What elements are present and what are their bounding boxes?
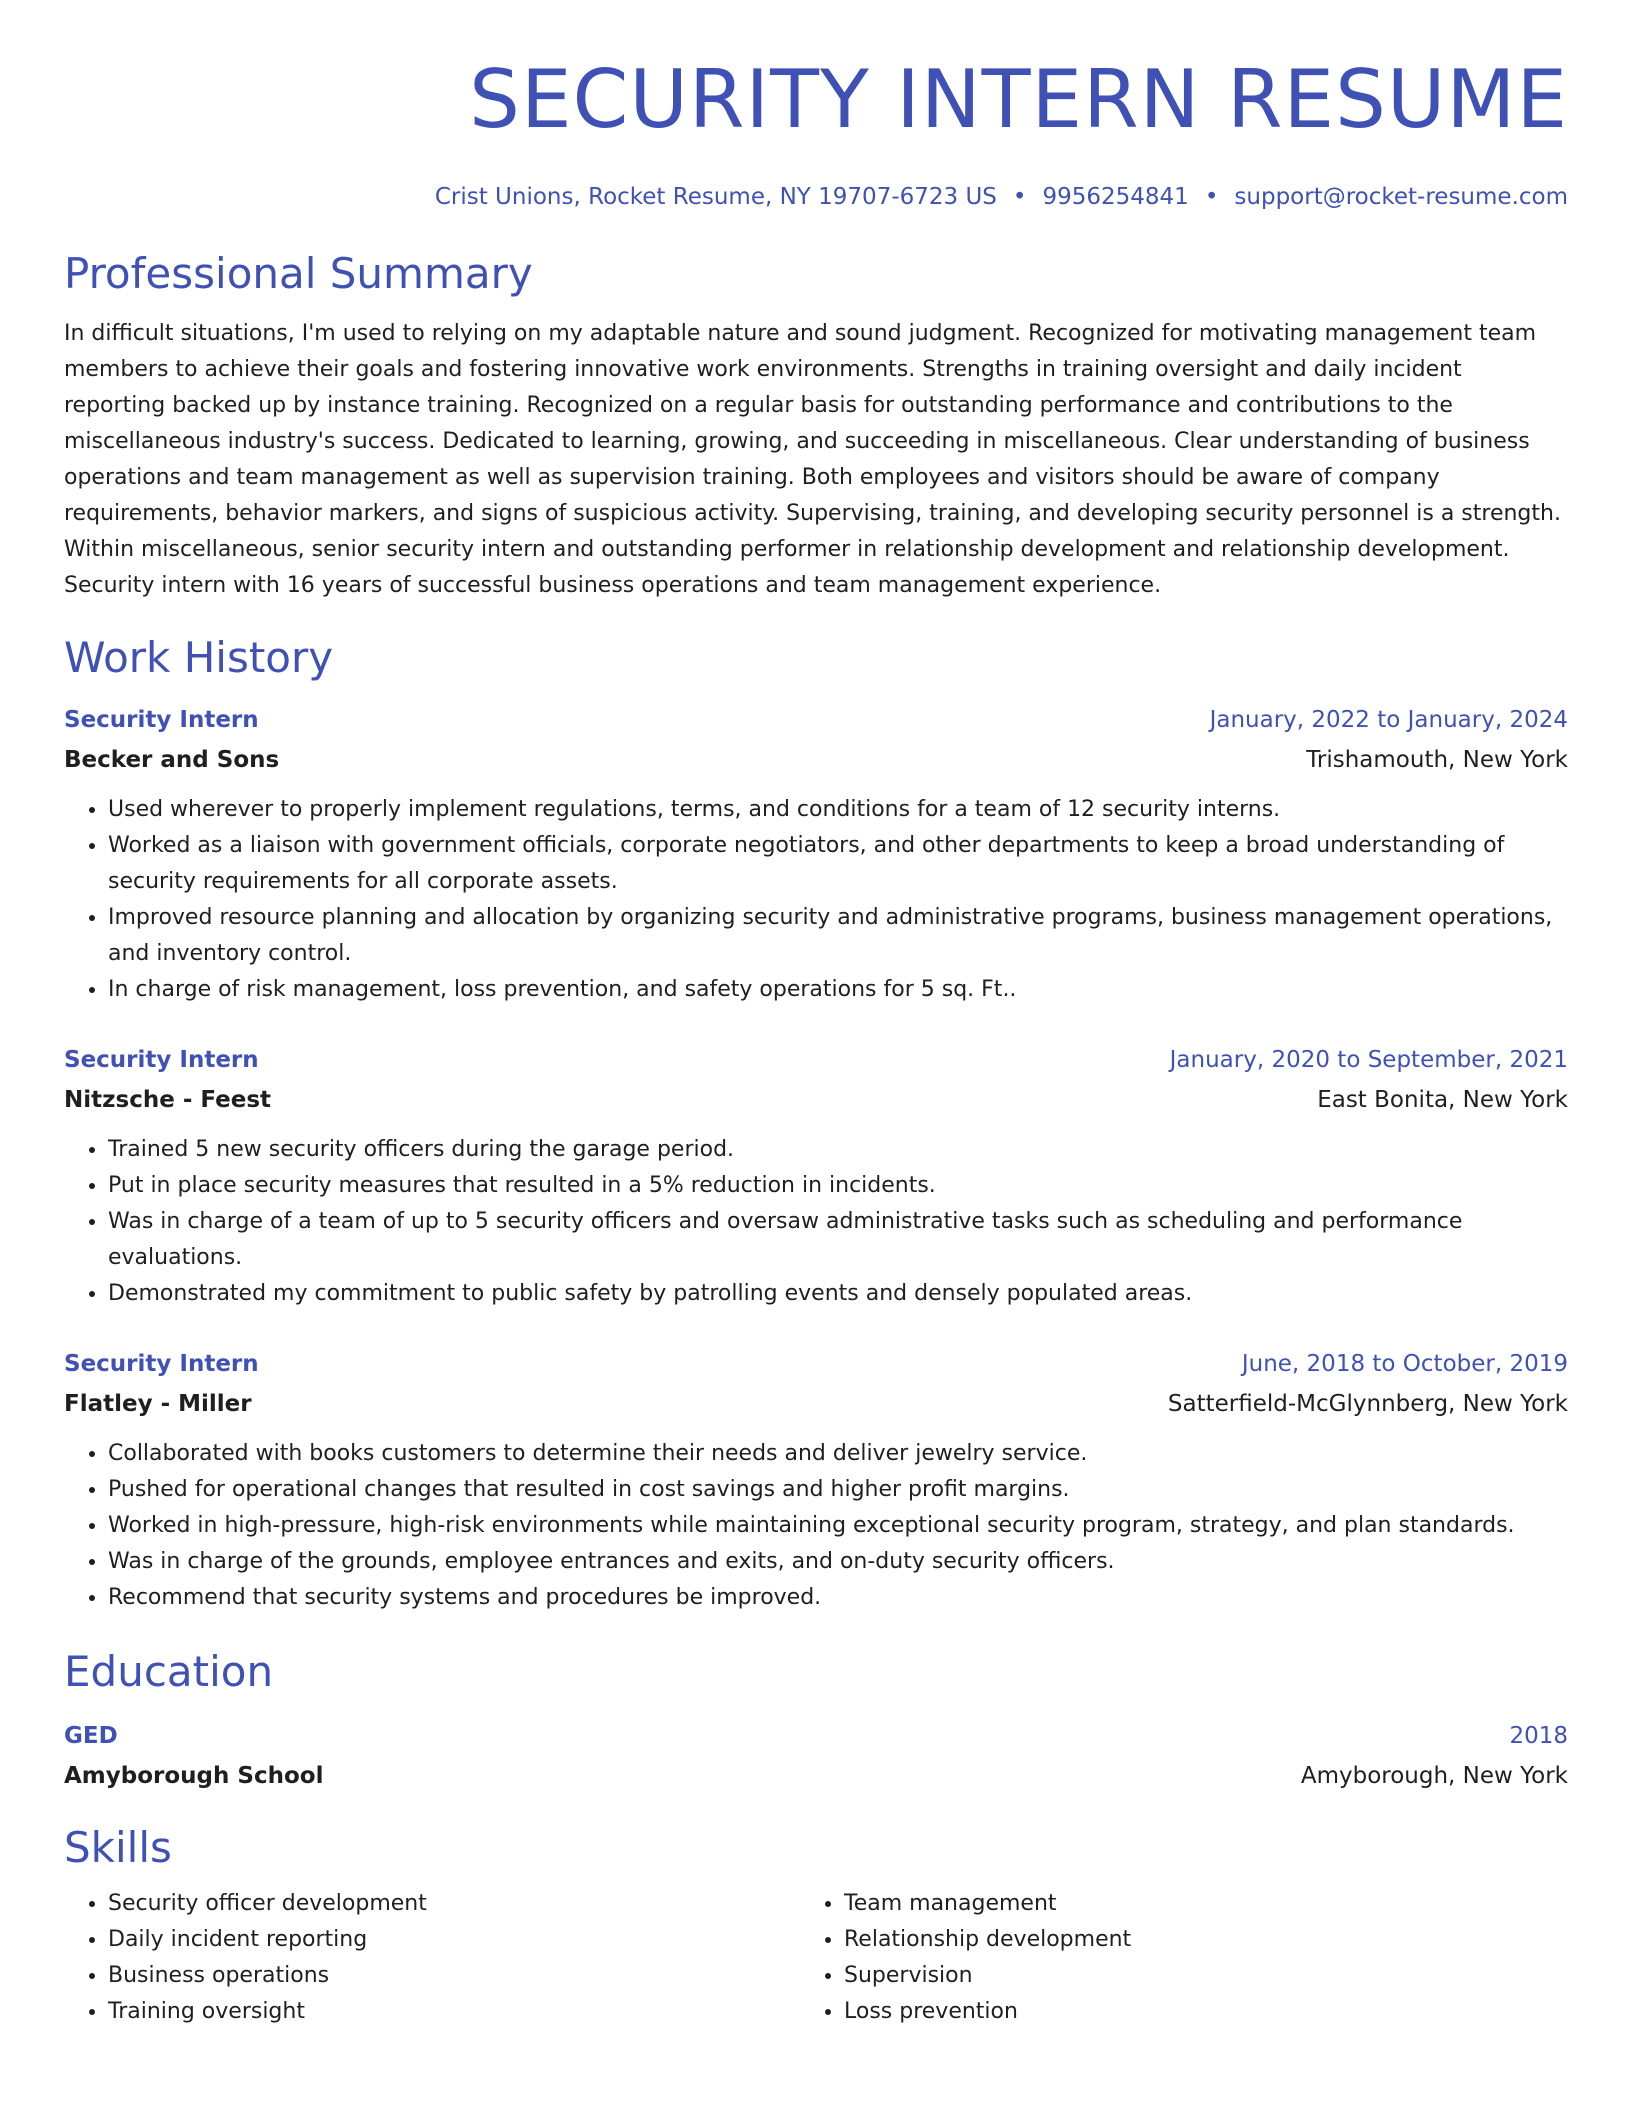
resume-title: SECURITY INTERN RESUME [469, 53, 1568, 146]
job-dates: January, 2020 to September, 2021 [1169, 1047, 1568, 1073]
job-bullet: • Improved resource planning and allocation by organizing security and administrative programs, business management operations, and inventory control. [108, 900, 1568, 972]
job-entry [64, 1344, 1568, 1616]
skill-item: • Team management [844, 1886, 1536, 1922]
skill-item: • Training oversight [108, 1994, 800, 2030]
skills-column-left [64, 1886, 800, 2030]
job-location: Trishamouth, New York [1306, 747, 1568, 773]
education-year: 2018 [1509, 1723, 1568, 1749]
job-company: Nitzsche - Feest [64, 1087, 272, 1113]
education-degree: GED [64, 1723, 118, 1749]
contact-phone: 9956254841 [1042, 184, 1189, 210]
skill-item: • Supervision [844, 1958, 1536, 1994]
job-title: Security Intern [64, 1351, 259, 1377]
job-dates: January, 2022 to January, 2024 [1209, 707, 1568, 733]
contact-line [64, 182, 1568, 212]
skills-list [64, 1886, 1568, 2030]
skill-item: • Business operations [108, 1958, 800, 1994]
skill-item: • Loss prevention [844, 1994, 1536, 2030]
job-entry [64, 700, 1568, 1008]
summary-heading: Professional Summary [64, 249, 533, 298]
job-dates: June, 2018 to October, 2019 [1241, 1351, 1568, 1377]
job-bullet: • Recommend that security systems and procedures be improved. [108, 1580, 1568, 1616]
job-company: Flatley - Miller [64, 1391, 252, 1417]
job-company: Becker and Sons [64, 747, 280, 773]
job-title: Security Intern [64, 1047, 259, 1073]
job-bullet: • Worked as a liaison with government officials, corporate negotiators, and other departments to keep a broad understanding of security requirements for all corporate assets. [108, 828, 1568, 900]
skill-item: • Daily incident reporting [108, 1922, 800, 1958]
education-school: Amyborough School [64, 1763, 324, 1789]
job-bullets [64, 792, 1568, 1008]
job-bullet: • Was in charge of a team of up to 5 security officers and oversaw administrative tasks such as scheduling and performance evaluations. [108, 1204, 1568, 1276]
summary-text: In difficult situations, I'm used to relying on my adaptable nature and sound judgment. Recognized for motivating management team members to achieve their goals and fostering innovative work environments. Strengths in training oversight and daily incident reporting backed up by instance training. Recognized on a regular basis for outstanding performance and contributions to the miscellaneous industry's success. Dedicated to learning, growing, and succeeding in miscellaneous. Clear understanding of business operations and team management as well as supervision training. Both employees and visitors should be aware of company requirements, behavior markers, and signs of suspicious activity. Supervising, training, and developing security personnel is a strength. Within miscellaneous, senior security intern and outstanding performer in relationship development and relationship development. Security intern with 16 years of successful business operations and team management experience. [64, 321, 1561, 598]
job-title: Security Intern [64, 707, 259, 733]
skill-item: • Security officer development [108, 1886, 800, 1922]
job-bullet: • In charge of risk management, loss prevention, and safety operations for 5 sq. Ft.. [108, 972, 1568, 1008]
job-bullets [64, 1132, 1568, 1312]
education-heading: Education [64, 1647, 274, 1696]
skill-item: • Relationship development [844, 1922, 1536, 1958]
education-entry [64, 1716, 1568, 1796]
job-bullet: • Put in place security measures that resulted in a 5% reduction in incidents. [108, 1168, 1568, 1204]
skills-heading: Skills [64, 1823, 172, 1872]
job-bullet: • Collaborated with books customers to determine their needs and deliver jewelry service. [108, 1436, 1568, 1472]
education-location: Amyborough, New York [1300, 1763, 1568, 1789]
job-bullets [64, 1436, 1568, 1616]
work-history-heading: Work History [64, 633, 334, 682]
job-location: East Bonita, New York [1317, 1087, 1568, 1113]
job-entry [64, 1040, 1568, 1312]
job-bullet: • Demonstrated my commitment to public safety by patrolling events and densely populated areas. [108, 1276, 1568, 1312]
contact-address: Crist Unions, Rocket Resume, NY 19707-6723 US [434, 184, 997, 210]
job-location: Satterfield-McGlynnberg, New York [1167, 1391, 1568, 1417]
job-bullet: • Trained 5 new security officers during the garage period. [108, 1132, 1568, 1168]
job-bullet: • Pushed for operational changes that resulted in cost savings and higher profit margins. [108, 1472, 1568, 1508]
contact-email: support@rocket-resume.com [1234, 184, 1568, 210]
skills-column-right [800, 1886, 1536, 2030]
contact-separator: • [1204, 184, 1219, 210]
contact-separator: • [1012, 184, 1027, 210]
job-bullet: • Was in charge of the grounds, employee entrances and exits, and on-duty security officers. [108, 1544, 1568, 1580]
job-bullet: • Used wherever to properly implement regulations, terms, and conditions for a team of 12 security interns. [108, 792, 1568, 828]
job-bullet: • Worked in high-pressure, high-risk environments while maintaining exceptional security program, strategy, and plan standards. [108, 1508, 1568, 1544]
